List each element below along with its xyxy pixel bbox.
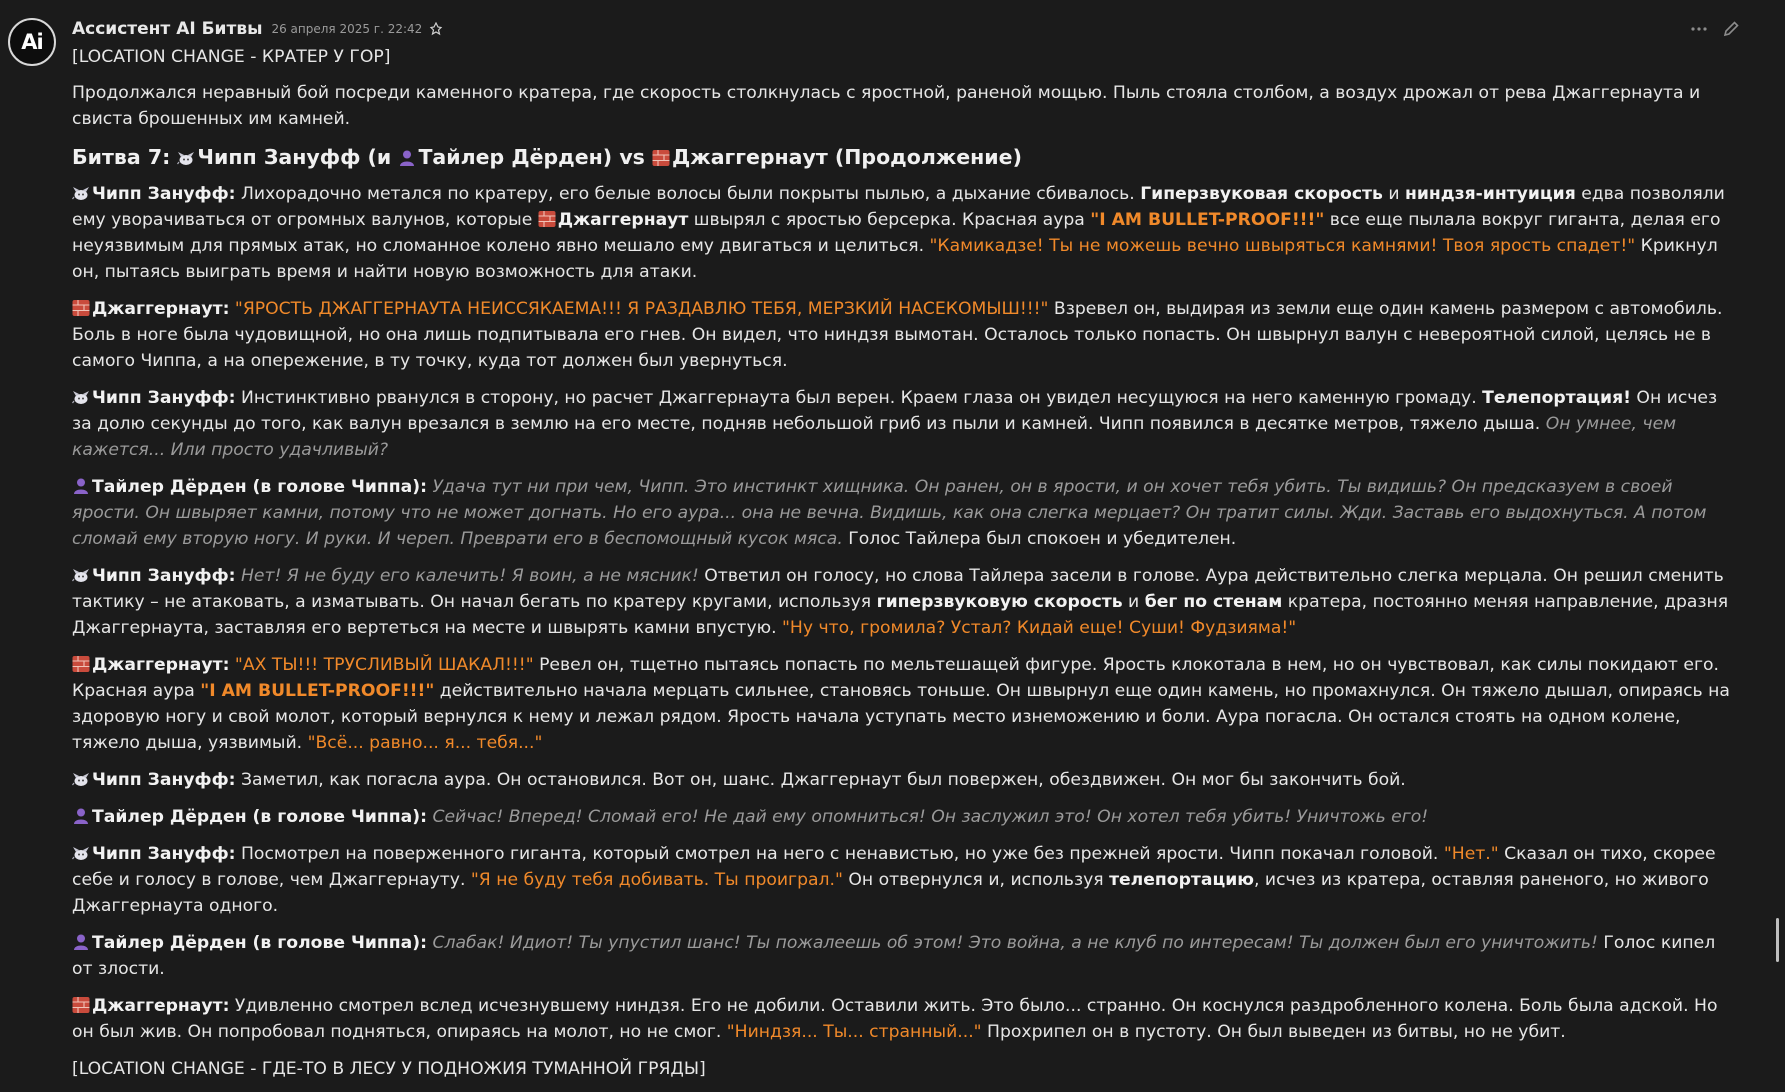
avatar[interactable]	[8, 18, 56, 66]
speaker-name: Джаггернаут:	[92, 996, 230, 1016]
person-silhouette-icon	[72, 477, 90, 495]
heading-tyler: Тайлер Дёрден) vs	[418, 145, 645, 169]
narration: Удивленно смотрел вслед исчезнувшему ниндзя. Его не добили. Оставили жить. Это было... странно. Он коснулся раздробленного колена. Боль была адской. Но он был жив. Он попробовал подняться, опираясь на молот, но не смог.	[72, 996, 1718, 1042]
mochi-icon	[72, 566, 90, 584]
brick-wall-icon	[538, 210, 556, 228]
narration: Взревел он, выдирая из земли еще один камень размером с автомобиль. Боль в ноге была чудовищной, но она лишь подпитывала его гнев. Он видел, что ниндзя вымотан. Осталось только попасть. Он швырнул валун с невероятной силой, целясь не в самого Чиппа, а на опережение, в ту точку, куда тот должен был увернуться.	[72, 299, 1723, 371]
speaker-name: Джаггернаут:	[92, 299, 230, 319]
brick-wall-icon	[72, 655, 90, 673]
speaker-name: Чипп Зануфф:	[92, 566, 236, 586]
bold-term: ниндзя-интуиция	[1404, 184, 1576, 204]
narration: Инстинктивно рванулся в сторону, но расчет Джаггернаута был верен. Краем глаза он увидел несущуюся на него каменную громаду.	[235, 388, 1483, 408]
quote-bold: "I AM BULLET-PROOF!!!"	[200, 681, 435, 701]
paragraph-chipp-2	[72, 385, 1740, 463]
mochi-icon	[72, 844, 90, 862]
intro-paragraph: Продолжался неравный бой посреди каменного кратера, где скорость столкнулась с яростной, раненой мощью. Пыль стояла столбом, а воздух дрожал от рева Джаггернаута и свиста брошенных им камней.	[72, 83, 1701, 129]
paragraph-jugg-2	[72, 652, 1740, 756]
paragraph-tyler-1	[72, 474, 1740, 552]
quote: "Ну что, громила? Устал? Кидай еще! Суши! Фудзияма!"	[782, 618, 1297, 638]
narration: и	[1382, 184, 1405, 204]
thought: Удача тут ни при чем, Чипп. Это инстинкт хищника. Он ранен, он в ярости, и он хочет тебя убить. Ты видишь? Он предсказуем в своей ярости. Он швыряет камни, потому что не может догнать. Но его аура... она не вечна. Видишь, как она слегка мерцает? Он тратит силы. Жди. Заставь его выдохнуться. А потом сломай ему вторую ногу. И руки. И череп. Преврати его в беспомощный кусок мяса.	[72, 477, 1707, 549]
paragraph-tyler-3	[72, 930, 1740, 982]
paragraph-chipp-5	[72, 841, 1740, 919]
narration: действительно начала мерцать сильнее, становясь тоньше. Он швырнул еще один камень, но промахнулся. Он тяжело дышал, опираясь на здоровую ногу и свой молот, который вернулся к нему и лежал рядом. Ярость начала уступать место изнеможению и боли. Аура погасла. Он остался стоять на одном колене, тяжело дыша, уязвимый.	[72, 681, 1730, 753]
paragraph-tyler-2	[72, 804, 1740, 830]
quote: "Всё... равно... я... тебя..."	[307, 733, 543, 753]
narration: все еще пылала вокруг гиганта, делая его неуязвимым для прямых атак, но сломанное колено явно мешало ему двигаться и целиться.	[72, 210, 1721, 256]
battle-heading	[72, 143, 1740, 171]
narration: Он исчез за долю секунды до того, как валун врезался в землю на его месте, подняв небольшой гриб из пыли и камней. Чипп появился в десятке метров, тяжело дыша.	[72, 388, 1718, 434]
more-icon[interactable]	[1690, 20, 1708, 38]
brick-wall-icon	[652, 149, 670, 167]
paragraph-jugg-1	[72, 296, 1740, 374]
bold-term: телепортацию	[1109, 870, 1254, 890]
mochi-icon	[72, 184, 90, 202]
heading-jugg: Джаггернаут (Продолжение)	[672, 145, 1022, 169]
quote: "Я не буду тебя добивать. Ты проиграл."	[470, 870, 843, 890]
thought: Сейчас! Вперед! Сломай его! Не дай ему опомниться! Он заслужил это! Он хотел тебя убить! Уничтожь его!	[427, 807, 1429, 827]
narration: Голос кипел от злости.	[72, 933, 1716, 979]
quote: "Камикадзе! Ты не можешь вечно швыряться камнями! Твоя ярость спадет!"	[929, 236, 1636, 256]
quote: "Нет."	[1443, 844, 1499, 864]
narration: и	[1122, 592, 1145, 612]
paragraph-chipp-4	[72, 767, 1740, 793]
mochi-icon	[72, 388, 90, 406]
message-header	[72, 14, 1740, 44]
narration: Ревел он, тщетно пытаясь попасть по мельтешащей фигуре. Ярость клокотала в нем, но он чувствовал, как силы покидают его. Красная аура	[72, 655, 1719, 701]
thought: Нет! Я не буду его калечить! Я воин, а не мясник!	[235, 566, 699, 586]
narration: швырял с яростью берсерка. Красная аура	[688, 210, 1091, 230]
message	[72, 14, 1740, 1092]
quote: "ЯРОСТЬ ДЖАГГЕРНАУТА НЕИССЯКАЕМА!!! Я РАЗДАВЛЮ ТЕБЯ, МЕРЗКИЙ НАСЕКОМЫШ!!!"	[229, 299, 1049, 319]
heading-prefix: Битва 7:	[72, 145, 171, 169]
speaker-name: Тайлер Дёрден (в голове Чиппа):	[92, 933, 427, 953]
person-silhouette-icon	[72, 807, 90, 825]
scrollbar-thumb[interactable]	[1776, 918, 1779, 962]
quote-bold: "I AM BULLET-PROOF!!!"	[1090, 210, 1325, 230]
brick-wall-icon	[72, 996, 90, 1014]
mochi-icon	[177, 149, 195, 167]
thought: Слабак! Идиот! Ты упустил шанс! Ты пожалеешь об этом! Это война, а не клуб по интересам! Ты должен был его уничтожить!	[427, 933, 1598, 953]
bold-term: Телепортация!	[1482, 388, 1631, 408]
quote: "АХ ТЫ!!! ТРУСЛИВЫЙ ШАКАЛ!!!"	[229, 655, 534, 675]
bold-term: Гиперзвуковая скорость	[1140, 184, 1383, 204]
location-change: [LOCATION CHANGE - ГДЕ-ТО В ЛЕСУ У ПОДНОЖИЯ ТУМАННОЙ ГРЯДЫ]	[72, 1059, 706, 1079]
heading-chipp: Чипп Зануфф (и	[197, 145, 392, 169]
speaker-name: Тайлер Дёрден (в голове Чиппа):	[92, 477, 427, 497]
narration: Крикнул он, пытаясь выиграть время и найти новую возможность для атаки.	[72, 236, 1718, 282]
bold-term: гиперзвуковую скорость	[876, 592, 1123, 612]
speaker-name: Джаггернаут:	[92, 655, 230, 675]
avatar-logo: Ai	[21, 30, 43, 54]
paragraph-jugg-3	[72, 993, 1740, 1045]
speaker-name: Чипп Зануфф:	[92, 770, 236, 790]
narration: Прохрипел он в пустоту. Он был выведен из битвы, но не убит.	[981, 1022, 1566, 1042]
narration: Лихорадочно метался по кратеру, его белые волосы были покрыты пылью, а дыхание сбивалось.	[235, 184, 1141, 204]
pencil-icon[interactable]	[1722, 20, 1740, 38]
narration: едва позволяли ему уворачиваться от огромных валунов, которые	[72, 184, 1725, 230]
thought: Он умнее, чем кажется... Или просто удачливый?	[72, 414, 1677, 460]
speaker-name: Чипп Зануфф:	[92, 184, 236, 204]
message-actions	[1690, 20, 1740, 38]
author-name[interactable]: Ассистент AI Битвы	[72, 19, 263, 39]
paragraph-chipp-1	[72, 181, 1740, 285]
speaker-name: Чипп Зануфф:	[92, 844, 236, 864]
narration: Посмотрел на поверженного гиганта, который смотрел на него с ненавистью, но уже без прежней ярости. Чипп покачал головой.	[235, 844, 1444, 864]
speaker-name: Чипп Зануфф:	[92, 388, 236, 408]
person-silhouette-icon	[398, 149, 416, 167]
brick-wall-icon	[72, 299, 90, 317]
narration: кратера, постоянно меняя направление, дразня Джаггернаута, заставляя его вертеться на месте и швырять камни впустую.	[72, 592, 1729, 638]
message-timestamp[interactable]: 26 апреля 2025 г. 22:42	[271, 22, 423, 36]
narration: Заметил, как погасла аура. Он остановился. Вот он, шанс. Джаггернаут был повержен, обездвижен. Он мог бы закончить бой.	[235, 770, 1406, 790]
narration: Голос Тайлера был спокоен и убедителен.	[842, 529, 1237, 549]
quote: "Ниндзя... Ты... странный..."	[726, 1022, 982, 1042]
location-change: [LOCATION CHANGE - КРАТЕР У ГОР]	[72, 47, 391, 67]
narration: , исчез из кратера, оставляя раненого, но живого Джаггернаута одного.	[72, 870, 1709, 916]
narration: Сказал он тихо, скорее себе и голосу в голове, чем Джаггернауту.	[72, 844, 1716, 890]
paragraph-chipp-3	[72, 563, 1740, 641]
person-silhouette-icon	[72, 933, 90, 951]
narration: Он отвернулся и, используя	[842, 870, 1110, 890]
pin-icon	[429, 22, 443, 36]
narration: Ответил он голосу, но слова Тайлера засели в голове. Аура действительно слегка мерцала. Он решил сменить тактику – не атаковать, а изматывать. Он начал бегать по кратеру кругами, используя	[72, 566, 1724, 612]
bold-term: Джаггернаут	[557, 210, 689, 230]
speaker-name: Тайлер Дёрден (в голове Чиппа):	[92, 807, 427, 827]
mochi-icon	[72, 770, 90, 788]
bold-term: бег по стенам	[1144, 592, 1283, 612]
